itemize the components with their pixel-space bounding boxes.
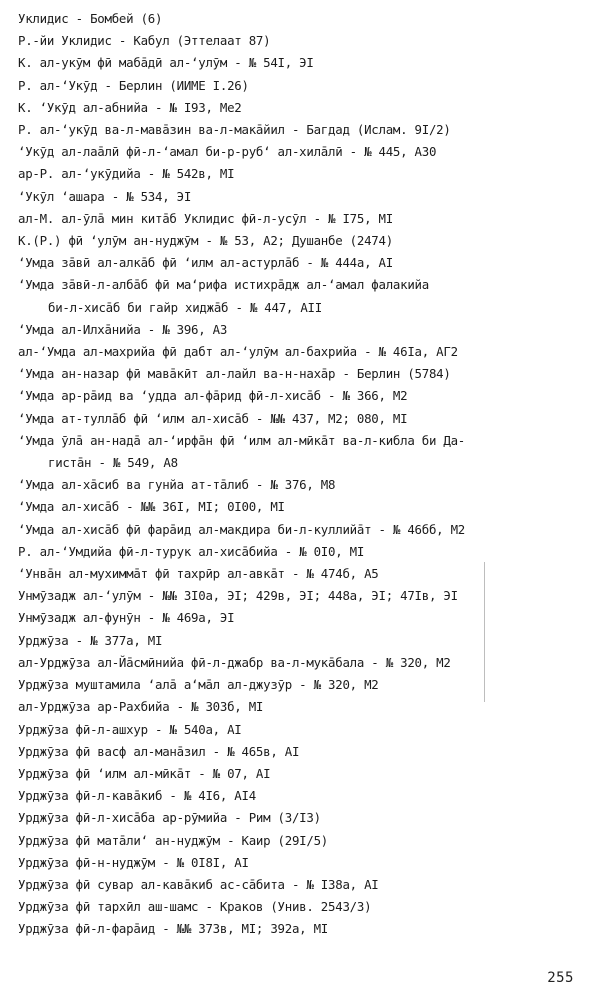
index-entry [18,852,592,874]
entry-text: Р.-йи Уклидис - Кабул (Эттелаат 87) [18,33,271,49]
entry-text: Урджӯза фӣ-л-кавāкиб - № 4I6, АI4 [18,788,256,804]
index-entry [18,674,592,696]
entry-text: ал-Урджӯза ар-Рахбийа - № 303б, МI [18,699,264,715]
entry-text: Р. ал-‘укӯд ва-л-мавāзин ва-л-макāйил - Багдад (Ислам. 9I/2) [18,122,451,138]
index-entry [18,363,592,385]
index-entry [18,119,592,141]
index-entry [18,496,592,518]
index-entry [18,274,592,318]
entry-text: ‘Унвāн ал-мухиммāт фӣ тахрӣр ал-авкāт - № 474б, А5 [18,566,379,582]
index-entry [18,319,592,341]
entry-text: Р. ал-‘Укӯд - Берлин (ИИМЕ I.26) [18,77,249,93]
entry-text: К.(Р.) фӣ ‘улӯм ан-нуджӯм - № 53, А2; Душанбе (2474) [18,233,393,249]
entry-text: Урджӯза фӣ-л-ашхур - № 540а, АI [18,721,242,737]
entry-text: ал-Урджӯза ал-Йāсмӣнийа фӣ-л-джабр ва-л-мукāбала - № 320, М2 [18,654,451,670]
entry-text: К. ал-укӯм фӣ мабāдӣ ал-‘улӯм - № 54I, ЭI [18,55,314,71]
index-entry [18,696,592,718]
index-entry [18,807,592,829]
entry-text: ‘Умда ал-Илхāнийа - № 396, А3 [18,321,228,337]
entry-text: ал-‘Умда ал-махрийа фӣ дабт ал-‘улӯм ал-бахрийа - № 46Iа, АГ2 [18,344,458,360]
index-entry [18,52,592,74]
entry-continuation: би-л-хисāб би гайр хиджāб - № 447, АII [48,299,322,315]
entry-text: Урджӯза фӣ-н-нуджӯм - № 0I8I, АI [18,854,249,870]
entry-text: К. ‘Укӯд ал-абнийа - № I93, Ме2 [18,99,242,115]
index-entry [18,830,592,852]
margin-line [484,562,485,702]
index-entry [18,208,592,230]
index-entry [18,30,592,52]
index-entry [18,8,592,30]
entry-text: ‘Умда ал-хисāб - №№ 36I, МI; 0I00, МI [18,499,285,515]
page-number: 255 [547,970,574,986]
entry-text: ‘Умда зāвӣ ал-алкāб фӣ ‘илм ал-астурлāб - № 444а, АI [18,255,393,271]
entry-text: Урджӯза фӣ тархӣл аш-шамс - Краков (Унив. 2543/3) [18,899,372,915]
index-entry [18,252,592,274]
index-entry [18,519,592,541]
index-entry [18,186,592,208]
index-entry [18,163,592,185]
index-entry [18,607,592,629]
index-entry [18,719,592,741]
index-entry [18,630,592,652]
index-entry [18,97,592,119]
entry-text: Урджӯза фӣ васф ал-манāзил - № 465в, АI [18,743,300,759]
entry-text: Урджӯза муштамила ‘алā а‘мāл ал-джузӯр - № 320, М2 [18,677,379,693]
index-entry [18,230,592,252]
entry-text: ‘Умда ал-хāсиб ва гунйа ат-тāлиб - № 376, М8 [18,477,336,493]
index-entry [18,585,592,607]
index-entry [18,385,592,407]
index-entry [18,474,592,496]
index-entry [18,763,592,785]
index-entry [18,541,592,563]
index-entry [18,430,592,474]
index-entry [18,563,592,585]
index-entry [18,896,592,918]
index-entry [18,75,592,97]
index-entry [18,785,592,807]
index-entry [18,918,592,940]
index-entry-list [18,8,592,941]
index-entry [18,652,592,674]
entry-text: ‘Умда ар-рāид ва ‘удда ал-фāрид фӣ-л-хисāб - № 366, М2 [18,388,408,404]
entry-text: Р. ал-‘Умдийа фӣ-л-турук ал-хисāбийа - № 0I0, МI [18,543,365,559]
entry-text: Уклидис - Бомбей (6) [18,11,163,26]
entry-text: Урджӯза фӣ сувар ал-кавāкиб ас-сāбита - № I38а, АI [18,876,379,892]
entry-text: ‘Умда ат-туллāб фӣ ‘илм ал-хисāб - №№ 437, М2; 080, МI [18,410,408,426]
entry-text: Унмӯзадж ал-‘улӯм - №№ 3I0а, ЭI; 429в, ЭI; 448а, ЭI; 47Iв, ЭI [18,588,458,604]
entry-text: Унмӯзадж ал-фунӯн - № 469а, ЭI [18,610,235,626]
entry-text: ‘Умда ӯлā ан-надā ал-‘ирфāн фӣ ‘илм ал-мӣкāт ва-л-кибла би Да- [18,432,466,448]
entry-text: Урджӯза фӣ матāли‘ ан-нуджӯм - Каир (29I/5) [18,832,329,848]
entry-text: ар-Р. ал-‘укӯдийа - № 542в, МI [18,166,235,182]
index-entry [18,141,592,163]
entry-text: ‘Укӯд ал-лаāлӣ фӣ-л-‘амал би-р-руб‘ ал-хилāлӣ - № 445, А30 [18,144,437,160]
entry-text: Урджӯза фӣ-л-хисāба ар-рӯмийа - Рим (3/I3) [18,810,321,826]
entry-text: Урджӯза фӣ-л-фарāид - №№ 373в, МI; 392а, МI [18,921,329,937]
entry-text: Урджӯза фӣ ‘илм ал-мӣкāт - № 07, АI [18,765,271,781]
index-entry [18,874,592,896]
entry-text: ‘Умда ал-хисāб фӣ фарāид ал-макдира би-л-куллийāт - № 46бб, М2 [18,521,466,537]
index-entry [18,341,592,363]
entry-text: ‘Умда ан-назар фӣ мавāкӣт ал-лайл ва-н-нахāр - Берлин (5784) [18,366,451,382]
index-entry [18,741,592,763]
entry-continuation: гистāн - № 549, А8 [48,455,178,471]
entry-text: ‘Укӯл ‘ашара - № 534, ЭI [18,188,192,204]
entry-text: ‘Умда зāвӣ-л-албāб фӣ ма‘рифа истихрāдж ал-‘амал фалакийа [18,277,429,293]
index-entry [18,408,592,430]
entry-text: ал-М. ал-ӯлā мин китāб Уклидис фӣ-л-усӯл - № I75, МI [18,210,393,226]
entry-text: Урджӯза - № 377а, МI [18,632,163,648]
